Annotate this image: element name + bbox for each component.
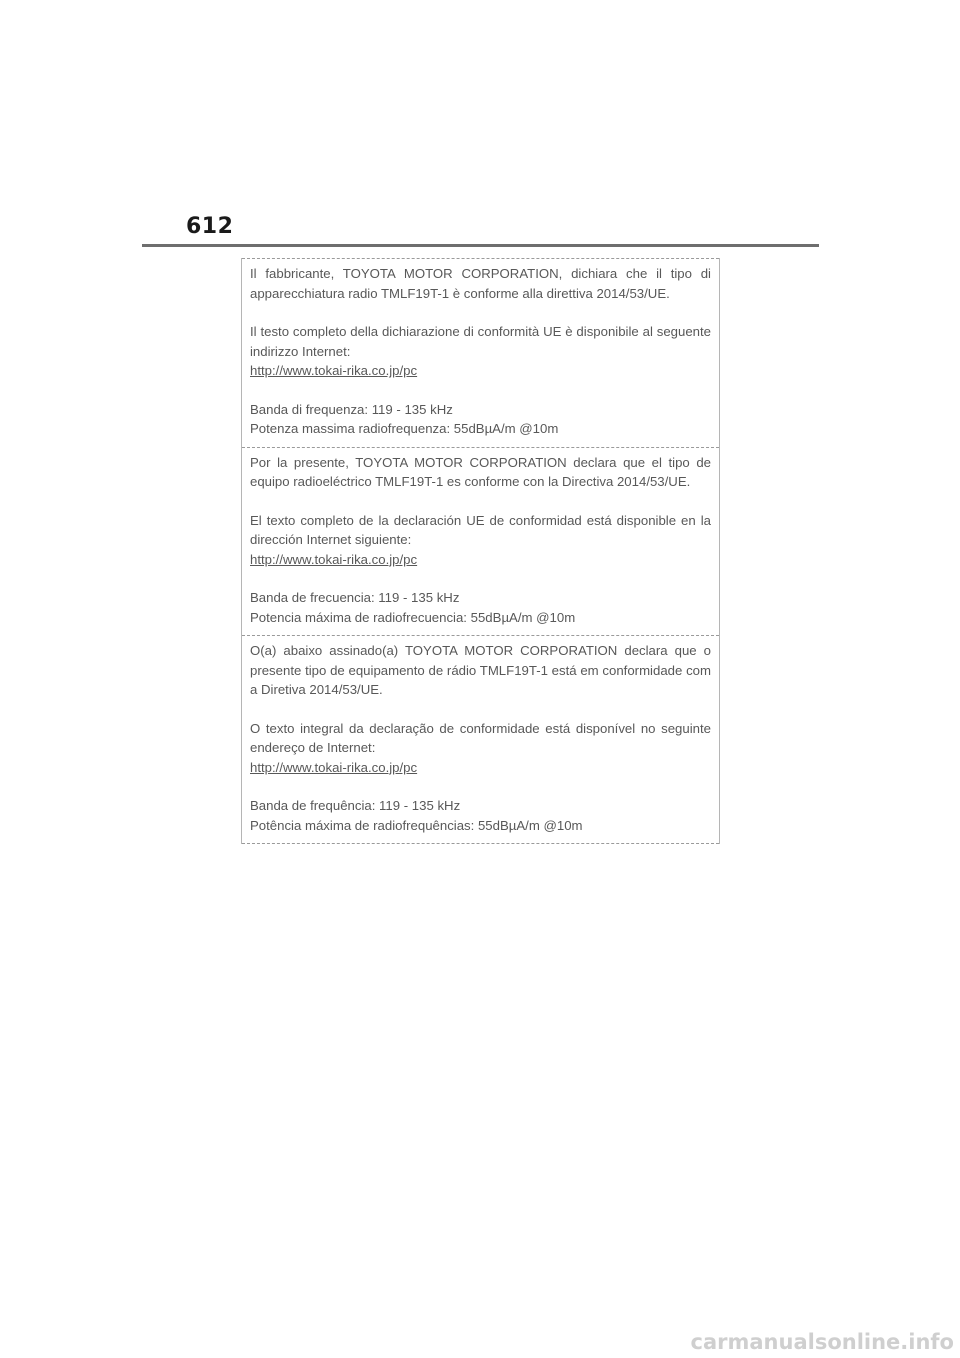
spec-paragraph	[250, 588, 711, 627]
availability-paragraph	[250, 719, 711, 778]
max-power-text: Potencia máxima de radiofrecuencia: 55dBµA/m @10m	[250, 609, 576, 625]
spec-paragraph	[250, 796, 711, 835]
max-power-text: Potenza massima radiofrequenza: 55dBµA/m @10m	[250, 421, 559, 436]
frequency-band-text: Banda di frequenza: 119 - 135 kHz	[250, 401, 453, 417]
declaration-section-italian	[242, 258, 719, 447]
declaration-text: Il fabbricante, TOYOTA MOTOR CORPORATION, dichiara che il tipo di apparecchiatura radio TMLF19T-1 è conforme alla direttiva 2014/53/UE.	[250, 266, 711, 301]
declaration-text: O(a) abaixo assinado(a) TOYOTA MOTOR CORPORATION declara que o presente tipo de equipamento de rádio TMLF19T-1 está em conformidade com a Diretiva 2014/53/UE.	[250, 643, 711, 697]
frequency-band-text: Banda de frequência: 119 - 135 kHz	[250, 798, 461, 813]
header-rule	[142, 244, 819, 247]
frequency-band-text: Banda de frecuencia: 119 - 135 kHz	[250, 590, 460, 605]
spec-paragraph	[250, 400, 711, 439]
declaration-box	[241, 258, 720, 844]
declaration-url-link[interactable]: http://www.tokai-rika.co.jp/pc	[250, 363, 418, 378]
declaration-url-link[interactable]: http://www.tokai-rika.co.jp/pc	[250, 551, 418, 567]
page-number: 612	[186, 214, 234, 239]
availability-paragraph	[250, 511, 711, 570]
availability-text: O texto integral da declaração de conformidade está disponível no seguinte endereço de Internet:	[250, 720, 711, 755]
declaration-section-portuguese	[242, 635, 719, 844]
availability-text: El texto completo de la declaración UE de conformidad está disponible en la dirección Internet siguiente:	[250, 512, 711, 547]
declaration-url-link[interactable]: http://www.tokai-rika.co.jp/pc	[250, 759, 418, 775]
availability-text: Il testo completo della dichiarazione di conformità UE è disponibile al seguente indirizzo Internet:	[250, 324, 711, 359]
declaration-text: Por la presente, TOYOTA MOTOR CORPORATION declara que el tipo de equipo radioeléctrico TMLF19T-1 es conforme con la Directiva 2014/53/UE.	[250, 454, 711, 489]
declaration-section-spanish	[242, 447, 719, 636]
footer-watermark: carmanualsonline.info	[690, 1330, 954, 1354]
max-power-text: Potência máxima de radiofrequências: 55dBµA/m @10m	[250, 817, 583, 833]
availability-paragraph	[250, 322, 711, 381]
